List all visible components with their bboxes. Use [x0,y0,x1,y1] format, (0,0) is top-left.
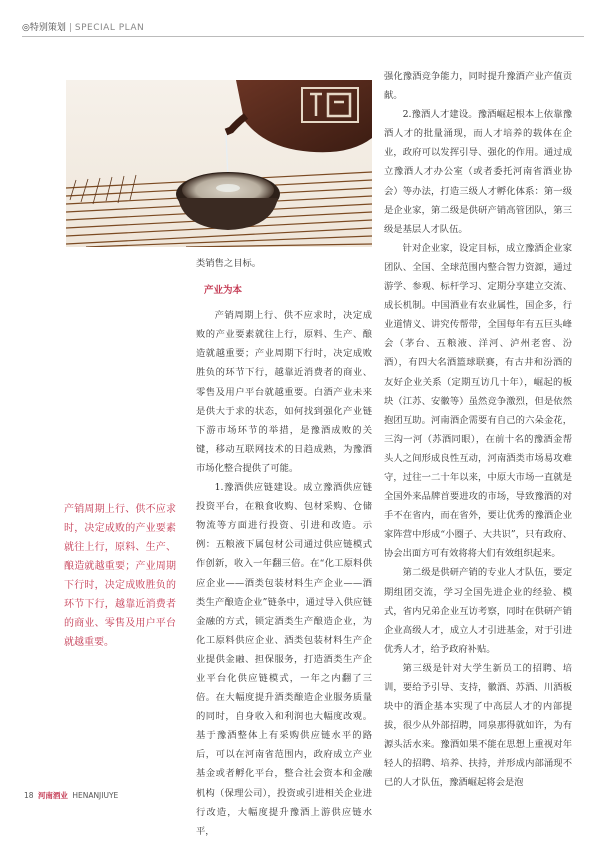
page-number: 18 [24,791,34,800]
magazine-brand: 河南酒业 [37,791,68,800]
paragraph: 第三级是针对大学生新员工的招聘、培训，要给予引导、支持，徽酒、苏酒、川酒板块中的酒企基本实现了中高层人才的内部提拔，很少从外部招聘，同泉那得就如许，为有源头活水来。豫酒如果不能在思想上重视对年轻人的招聘、培养、扶持，并形成内部涌现不已的人才队伍，豫酒崛起将会是泡 [384,662,572,789]
page-footer [24,790,118,801]
lead-line: 类销售之目标。 [196,258,262,269]
pull-quote: 产销周期上行、供不应求时，决定成败的产业要素就往上行，原料、生产、酿造就越重要；产业周期下行时，决定成败胜负的环节下行，越靠近消费者的商业、零售及用户平台就越重要。 [64,504,176,648]
paragraph: 1.豫酒供应链建设。成立豫酒供应链投资平台，在粮食收购、包材采购、仓储物流等方面进行投资、引进和改造。示例：五粮液下属包材公司通过供应链模式作创新，收入一年翻三倍。在“化工原料供应企业——酒类包装材料生产企业——酒类生产酿造企业”链条中，通过导入供应链金融的方式，锁定酒类生产酿造企业，为化工原料供应企业、酒类包装材料生产企业提供金融、担保服务，打造酒类生产企业平台化供应链模式，一年之内翻了三倍。在大幅度提升酒类酿造企业服务质量的同时，自身收入和利润也大幅度改观。基于豫酒整体上有采购供应链水平的路后，可以在河南省范围内，政府成立产业基金或者孵化平台，整合社会资本和金融机构（保理公司），投资或引进相关企业进行改造，大幅度提升豫酒上游供应链水平， [196,482,372,837]
section-heading: 产业为本 [204,285,243,297]
magazine-brand-en: HENANJIUYE [72,791,119,800]
liquor-pouring-photo [66,80,372,247]
right-column [384,67,572,793]
paragraph: 2.豫酒人才建设。豫酒崛起根本上依靠豫酒人才的批量涌现，而人才培养的载体在企业，政府可以发挥引导、强化的作用。通过成立豫酒人才办公室（或者委托河南省酒业协会）等办法，打造三级人才孵化体系：第一级是企业家，第二级是供研产销高管团队，第三级是基层人才队伍。 [384,109,572,235]
section-title-en: SPECIAL PLAN [74,23,145,33]
header-separator: | [68,23,72,33]
liquid-splash [216,184,240,192]
paragraph: 强化豫酒竞争能力，同时提升豫酒产业产值贡献。 [384,71,572,102]
section-title-cn: 特别策划 [29,23,66,33]
paragraph: 针对企业家，设定目标，成立豫酒企业家团队、全国、全球范围内整合智力资源，通过游学、参观、标杆学习、定期分享建立交流、成长机制。中国酒业有农业属性，国企多，行业道情义、讲究传帮带，全国每年有五巨头峰会（茅台、五粮液、洋河、泸州老窖、汾酒），有四大名酒篮球联赛，有古井和汾酒的友好企业关系（定期互访几十年），崛起的板块（江苏、安徽等）虽然竞争激烈，但是依然抱团互助。河南酒企需要有自己的六朵金花，三沟一河（苏酒同眼），在前十名的豫酒金帮头人之间形成良性互动，河南酒类市场易攻难守，过往一二十年以来，中原大市场一直就是全国外来品牌首要进攻的市场，导致豫酒的对手不在省内，而在省外，要让优秀的豫酒企业家阵营中形成“小圈子、大共识”，只有政府、协会出面方可有效将将大们有效组织起来。 [384,242,572,560]
middle-column [196,254,372,841]
header-rule [22,36,584,37]
photo-illustration [66,80,372,247]
page-header [22,20,584,34]
paragraph: 第二级是供研产销的专业人才队伍，要定期组团交流，学习全国先进企业的经验、模式，省内兄弟企业互访考察，同时在供研产销企业高级人才，成立人才引进基金，对于引进优秀人才，给予政府补贴。 [384,567,572,655]
paragraph: 产销周期上行、供不应求时，决定成败的产业要素就往上行，原料、生产、酿造就越重要；产业周期下行时，决定成败胜负的环节下行，越靠近消费者的商业、零售及用户平台就越重要。白酒产业未来是供大于求的状态，如何找到强化产业链下游市场环节的举措，是豫酒成败的关键，移动互联网技术的日趋成熟，为豫酒市场化整合提供了可能。 [196,310,372,474]
circle-icon: ◎ [22,23,30,33]
